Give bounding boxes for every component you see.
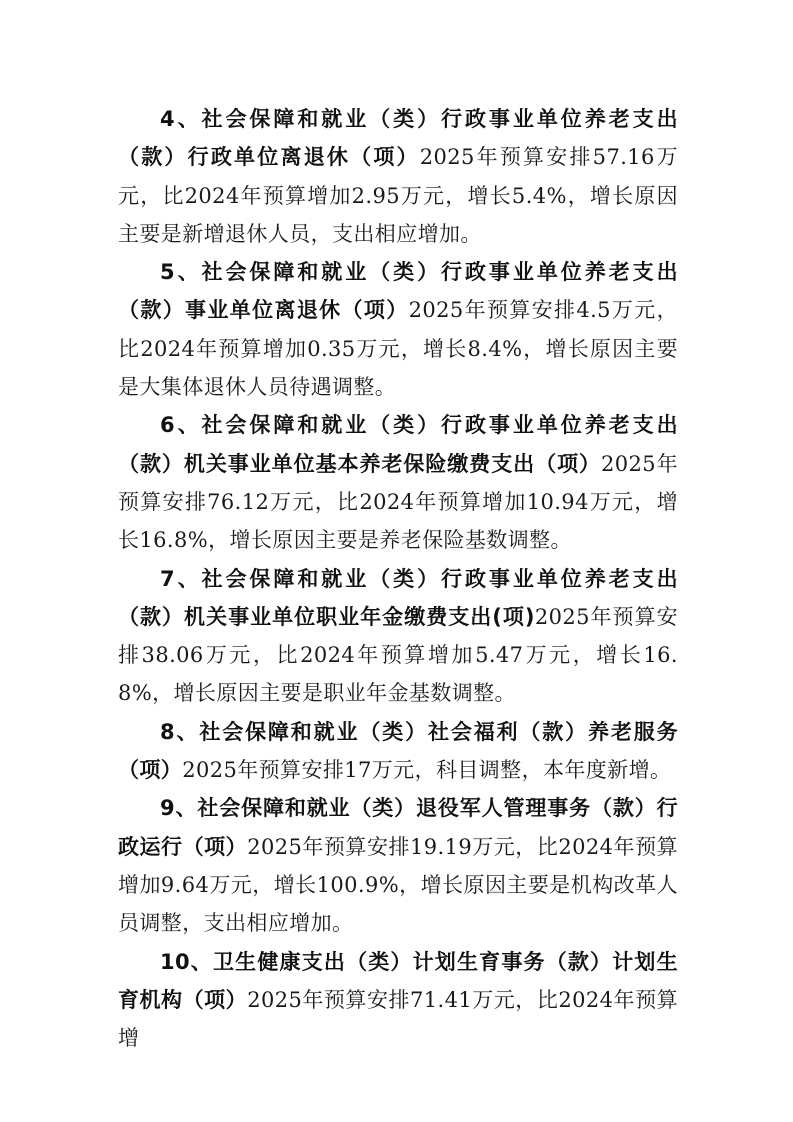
paragraph-text: 2025年预算安排19.19万元，比2024年预算增加9.64万元，增长100.9%，增长原因主要是机构改革人员调整，支出相应增加。 [118,834,678,936]
paragraph-item-4 [118,100,678,253]
paragraph-text: 2025年预算安排38.06万元，比2024年预算增加5.47万元，增长16.8%，增长原因主要是职业年金基数调整。 [118,604,678,706]
paragraph-text: 2025年预算安排17万元，科目调整，本年度新增。 [182,758,672,783]
document-body [118,100,678,1057]
paragraph-text: 2025年预算安排71.41万元，比2024年预算增 [118,987,678,1051]
paragraph-heading: 7、社会保障和就业（类）行政事业单位养老支出（款）机关事业单位职业年金缴费支出(项) [118,566,678,629]
paragraph-heading: 10、卫生健康支出（类）计划生育事务（款）计划生育机构（项） [118,949,678,1012]
paragraph-heading: 8、社会保障和就业（类）社会福利（款）养老服务（项） [118,719,678,783]
paragraph-text: 2025年预算安排4.5万元，比2024年预算增加0.35万元，增长8.4%，增长原因主要是大集体退休人员待遇调整。 [118,298,679,400]
paragraph-item-9 [118,789,678,942]
paragraph-item-6 [118,406,678,559]
paragraph-item-10 [118,943,678,1058]
paragraph-text: 2025年预算安排57.16万元，比2024年预算增加2.95万元，增长5.4%，增长原因主要是新增退休人员，支出相应增加。 [118,145,679,246]
paragraph-item-7 [118,560,678,713]
paragraph-heading: 4、社会保障和就业（类）行政事业单位养老支出（款）行政单位离退休（项） [118,107,678,170]
paragraph-text: 2025年预算安排76.12万元，比2024年预算增加10.94万元，增长16.8%，增长原因主要是养老保险基数调整。 [118,451,678,553]
paragraph-item-5 [118,253,678,406]
paragraph-heading: 6、社会保障和就业（类）行政事业单位养老支出（款）机关事业单位基本养老保险缴费支出（项） [118,413,678,476]
paragraph-heading: 9、社会保障和就业（类）退役军人管理事务（款）行政运行（项） [118,796,678,859]
paragraph-item-8 [118,713,678,790]
paragraph-heading: 5、社会保障和就业（类）行政事业单位养老支出（款）事业单位离退休（项） [118,260,678,323]
